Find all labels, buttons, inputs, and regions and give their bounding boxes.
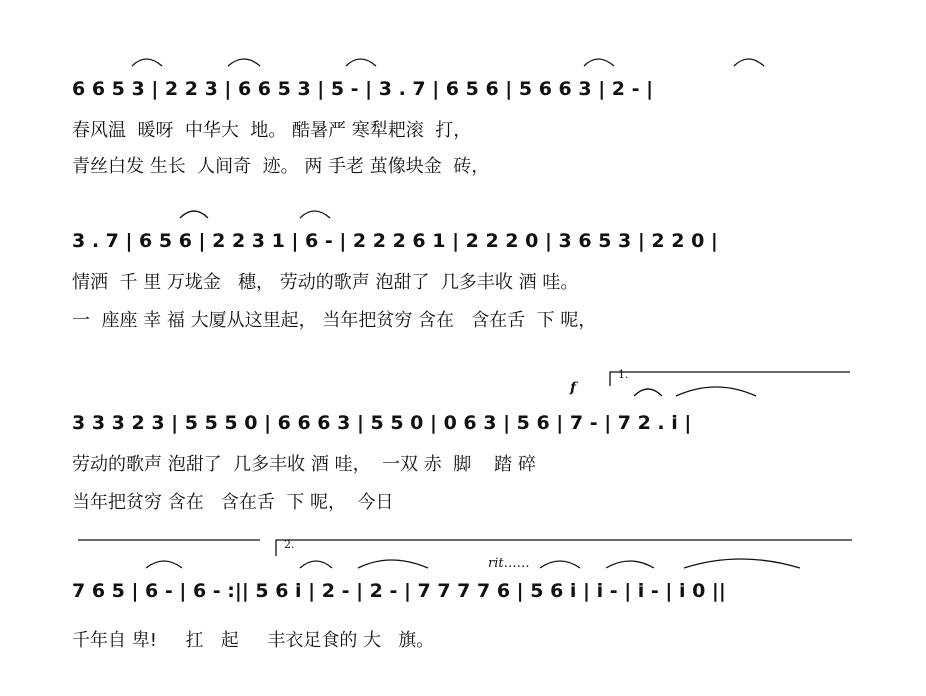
lyric-line-4a: 千年自 卑! 扛 起 丰衣足食的 大 旗。	[72, 630, 435, 651]
slur-9	[676, 387, 756, 396]
lyric-line-1b: 青丝白发 生长 人间奇 迹。 两 手老 茧像块金 砖，	[72, 156, 490, 177]
slur-8	[634, 389, 662, 396]
lyric-line-1a: 春风温 暖呀 中华大 地。 酷暑严 寒犁耙滚 打，	[72, 120, 472, 141]
lyric-line-2b: 一 座座 幸 福 大厦从这里起， 当年把贫穷 含在 含在舌 下 呢，	[72, 310, 597, 331]
notation-line-3: 3 3 3 2 3 | 5 5 5 0 | 6 6 6 3 | 5 5 0 | 0 6 3 | 5 6 | 7 - | 7 2 . i |	[72, 412, 692, 434]
lyric-line-3a: 劳动的歌声 泡甜了 几多丰收 酒 哇， 一双 赤 脚 踏 碎	[72, 454, 536, 475]
tempo-marking: rit……	[488, 556, 530, 571]
notation-line-2: 3 . 7 | 6 5 6 | 2 2 3 1 | 6 - | 2 2 2 6 1 | 2 2 2 0 | 3 6 5 3 | 2 2 0 |	[72, 230, 718, 252]
volta-1-bracket	[610, 372, 850, 386]
slur-12	[358, 560, 428, 568]
volta-2-label: 2.	[284, 538, 295, 551]
slur-1	[132, 59, 162, 66]
slur-14	[606, 561, 654, 568]
slur-6	[180, 211, 208, 218]
slur-3	[346, 59, 376, 66]
lyric-line-2a: 情洒 千 里 万垅金 穗， 劳动的歌声 泡甜了 几多丰收 酒 哇。	[72, 272, 579, 293]
slur-13	[540, 561, 580, 568]
volta-1-label: 1.	[618, 368, 629, 381]
dynamic-marking: f	[570, 380, 577, 396]
slur-5	[734, 59, 764, 66]
notation-line-1: 6 6 5 3 | 2 2 3 | 6 6 5 3 | 5 - | 3 . 7 | 6 5 6 | 5 6 6 3 | 2 - |	[72, 78, 654, 100]
volta-2-bracket	[276, 540, 852, 556]
slur-15	[684, 559, 800, 568]
lyric-line-3b: 当年把贫穷 含在 含在舌 下 呢， 今日	[72, 492, 394, 513]
slur-10	[146, 561, 182, 568]
slur-2	[228, 59, 260, 66]
notation-line-4: 7 6 5 | 6 - | 6 - :|| 5 6 i | 2 - | 2 - | 7 7 7 7 6 | 5 6 i | i - | i - | i 0 ||	[72, 580, 726, 602]
slur-11	[300, 561, 332, 568]
slur-7	[300, 211, 330, 218]
slur-4	[584, 59, 614, 66]
